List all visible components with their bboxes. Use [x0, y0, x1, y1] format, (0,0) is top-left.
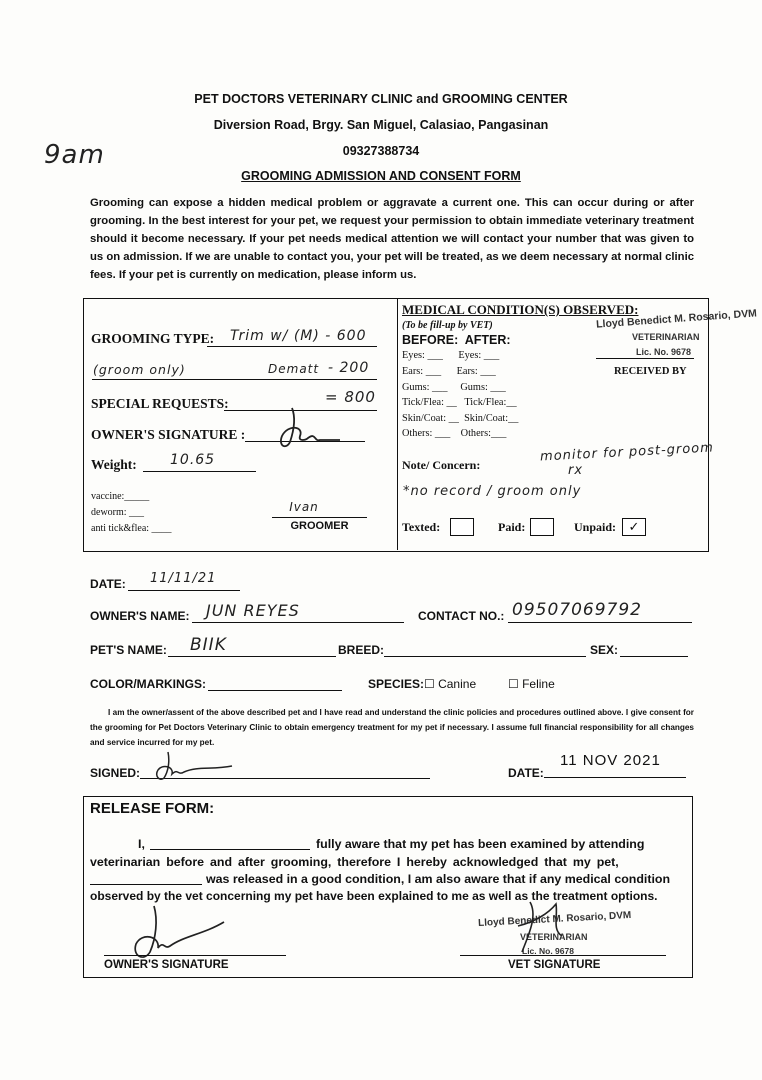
paid-checkbox[interactable]	[530, 518, 554, 536]
contact-line	[508, 622, 692, 623]
owner-name-value: JUN REYES	[206, 601, 300, 620]
release-vet-sig-line	[460, 955, 666, 956]
unpaid-label: Unpaid:	[574, 520, 617, 534]
groomer-label: GROOMER	[290, 520, 349, 532]
release-title: RELEASE FORM:	[90, 800, 215, 817]
texted-label: Texted:	[402, 520, 441, 534]
vaccine-label: vaccine:_____	[91, 491, 150, 502]
owner-signature-image	[270, 402, 350, 454]
release-stamp-name: Lloyd Benedict M. Rosario, DVM	[477, 909, 632, 930]
row-eyes: Eyes: ___ Eyes: ___	[402, 350, 500, 361]
pet-name-label: PET'S NAME:	[90, 643, 167, 657]
signed-signature-image	[148, 748, 238, 784]
weight-value: 10.65	[170, 452, 216, 468]
release-pet-line	[90, 884, 202, 885]
date-value: 11/11/21	[150, 571, 217, 586]
grooming-type-label: GROOMING TYPE:	[91, 331, 215, 346]
sex-label: SEX:	[590, 643, 619, 657]
row-others: Others: ___ Others:___	[402, 428, 507, 439]
release-text-3: was released in a good condition, I am also aware that if any medical condition	[206, 872, 671, 886]
panel-divider	[397, 298, 398, 550]
received-by-label: RECEIVED BY	[614, 366, 687, 377]
weight-line	[143, 471, 256, 472]
release-vet-signature-image	[500, 896, 580, 960]
received-by-line	[596, 358, 694, 359]
intro-paragraph: Grooming can expose a hidden medical problem or aggravate a current one. This can occur during or after grooming. In the best interest for your pet, we request your permission to obtain immediate veterinary treatment should it become necessary. If your pet needs medical attention we will contact your number that was given to us on admission. If we are unable to contact you, your pet will be treated, as we deem necessary at normal clinic fees. If your pet is currently on medication, please inform us.	[90, 197, 694, 281]
breed-label: BREED:	[338, 643, 385, 657]
groomer-name: Ivan	[289, 500, 319, 514]
color-markings-label: COLOR/MARKINGS:	[90, 677, 206, 691]
groomer-line	[272, 517, 367, 518]
medical-title: MEDICAL CONDITION(S) OBSERVED:	[402, 302, 639, 317]
special-requests-label: SPECIAL REQUESTS:	[91, 396, 229, 411]
note-handwritten-2: rx	[568, 463, 584, 478]
signed-label: SIGNED:	[90, 766, 141, 780]
row-tick-flea: Tick/Flea: __ Tick/Flea:__	[402, 397, 517, 408]
total-value: = 800	[325, 388, 376, 406]
weight-label: Weight:	[91, 457, 137, 472]
groom-only-note: (groom only)	[93, 362, 186, 377]
handwritten-time: 9am	[44, 140, 105, 170]
contact-label: CONTACT NO.:	[418, 609, 505, 623]
release-owner-sig-line	[104, 955, 286, 956]
breed-line	[384, 656, 586, 657]
date-label: DATE:	[90, 577, 126, 591]
before-after-header: BEFORE: AFTER:	[402, 333, 511, 347]
clinic-address: Diversion Road, Brgy. San Miguel, Calasiao, Pangasinan	[213, 118, 549, 132]
unpaid-checkbox[interactable]: ✓	[622, 518, 646, 536]
row-ears: Ears: ___ Ears: ___	[402, 366, 496, 377]
pet-name-line	[168, 656, 336, 657]
release-owner-sig-label: OWNER'S SIGNATURE	[104, 959, 229, 971]
species-canine-option[interactable]: ☐ Canine	[424, 677, 477, 691]
vet-stamp-title: VETERINARIAN	[632, 332, 700, 342]
release-text-1: fully aware that my pet has been examined by attending	[316, 837, 645, 851]
date2-line	[544, 777, 686, 778]
pet-name-value: BIIK	[190, 635, 227, 655]
release-text-i: I,	[138, 837, 145, 851]
vet-stamp-lic: Lic. No. 9678	[636, 347, 692, 357]
release-owner-signature-image	[124, 900, 234, 966]
release-stamp-title: VETERINARIAN	[520, 932, 588, 942]
sex-line	[620, 656, 688, 657]
release-name-line	[150, 849, 310, 850]
note-label: Note/ Concern:	[402, 458, 481, 472]
owner-signature-label: OWNER'S SIGNATURE :	[91, 427, 246, 442]
dematt-note: Dematt	[268, 362, 320, 376]
species-label: SPECIES:	[368, 677, 425, 691]
note-handwritten-3: *no record / groom only	[403, 484, 582, 499]
color-markings-line	[208, 690, 342, 691]
release-text-2: veterinarian before and after grooming, therefore I hereby acknowledged that my pet,	[90, 855, 619, 869]
deworm-label: deworm: ___	[91, 507, 145, 518]
release-stamp-lic: Lic. No. 9678	[522, 946, 574, 956]
owner-name-label: OWNER'S NAME:	[90, 609, 190, 623]
contact-value: 09507069792	[512, 600, 642, 620]
paid-label: Paid:	[498, 520, 526, 534]
clinic-phone: 09327388734	[342, 144, 420, 158]
grooming-type-line	[207, 346, 377, 347]
form-title: GROOMING ADMISSION AND CONSENT FORM	[241, 169, 521, 183]
row-skin-coat: Skin/Coat: __ Skin/Coat:__	[402, 413, 519, 424]
date2-value: 11 NOV 2021	[560, 752, 661, 769]
owner-name-line	[192, 622, 404, 623]
antitick-label: anti tick&flea: ____	[91, 523, 172, 534]
release-vet-sig-label: VET SIGNATURE	[508, 959, 601, 971]
grooming-type-line-2	[92, 379, 377, 380]
medical-subtitle: (To be fill-up by VET)	[402, 320, 493, 331]
note-handwritten-1: monitor for post-groom	[539, 440, 715, 465]
date-line	[128, 590, 240, 591]
release-text-4: observed by the vet concerning my pet have been explained to me as well as the treatment options.	[90, 889, 658, 903]
vet-stamp-name: Lloyd Benedict M. Rosario, DVM	[595, 307, 758, 331]
dematt-price: - 200	[328, 360, 370, 376]
grooming-type-value: Trim w/ (M) - 600	[230, 328, 367, 344]
row-gums: Gums: ___ Gums: ___	[402, 382, 506, 393]
date2-label: DATE:	[508, 766, 544, 780]
species-feline-option[interactable]: ☐ Feline	[508, 677, 555, 691]
clinic-name: PET DOCTORS VETERINARY CLINIC and GROOMING CENTER	[194, 92, 568, 106]
consent-paragraph: I am the owner/assent of the above described pet and I have read and understand the clinic policies and procedures outlined above. I give consent for the grooming for Pet Doctors Veterinary Clinic to obtain emergency treatment for my pet if necessary. I assume full financial responsibility for all changes and service incurred for my pet.	[90, 708, 694, 747]
texted-checkbox[interactable]	[450, 518, 474, 536]
